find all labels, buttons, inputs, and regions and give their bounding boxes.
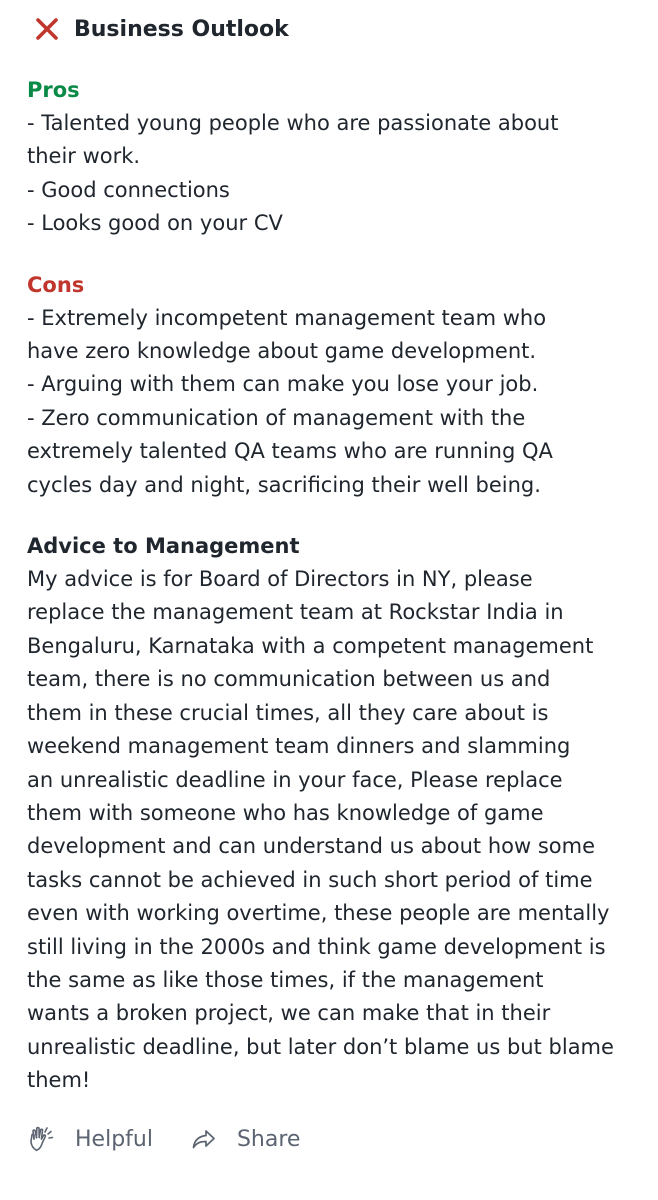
pros-line: - Good connections <box>27 177 230 202</box>
advice-line: Bengaluru, Karnataka with a competent management <box>27 633 594 658</box>
cons-line: extremely talented QA teams who are running QA <box>27 439 553 464</box>
advice-line: team, there is no communication between us and <box>27 667 551 692</box>
advice-heading: Advice to Management <box>27 534 300 559</box>
clapping-hands-icon <box>27 1124 57 1154</box>
business-outlook-header <box>27 0 630 58</box>
cons-line: - Arguing with them can make you lose your job. <box>27 372 539 397</box>
cons-heading: Cons <box>27 272 85 297</box>
pros-line: - Looks good on your CV <box>27 211 283 236</box>
pros-section <box>27 74 630 241</box>
advice-line: tasks cannot be achieved in such short period of time <box>27 867 593 892</box>
cons-line: - Extremely incompetent management team who <box>27 305 547 330</box>
advice-line: development and can understand us about how some <box>27 834 596 859</box>
helpful-button[interactable] <box>27 1124 153 1154</box>
cons-line: have zero knowledge about game development. <box>27 339 537 364</box>
share-label: Share <box>236 1126 301 1152</box>
business-outlook-title: Business Outlook <box>74 16 289 42</box>
advice-line: them in these crucial times, all they care about is <box>27 700 549 725</box>
advice-section <box>27 530 630 1098</box>
cons-line: - Zero communication of management with the <box>27 405 526 430</box>
advice-line: wants a broken project, we can make that in their <box>27 1001 551 1026</box>
advice-line: even with working overtime, these people are mentally <box>27 901 610 926</box>
advice-line: My advice is for Board of Directors in NY, please <box>27 567 533 592</box>
advice-line: an unrealistic deadline in your face, Please replace <box>27 767 563 792</box>
share-button[interactable] <box>189 1124 301 1154</box>
pros-line: their work. <box>27 144 141 169</box>
advice-line: replace the management team at Rockstar India in <box>27 600 564 625</box>
pros-line: - Talented young people who are passionate about <box>27 111 559 135</box>
advice-line: them! <box>27 1068 91 1093</box>
advice-line: the same as like those times, if the management <box>27 967 544 992</box>
review-actions <box>27 1124 336 1154</box>
pros-heading: Pros <box>27 78 80 102</box>
share-arrow-icon <box>189 1124 219 1154</box>
close-x-icon <box>34 16 60 42</box>
advice-line: unrealistic deadline, but later don’t blame us but blame <box>27 1034 614 1059</box>
advice-line: still living in the 2000s and think game development is <box>27 934 606 959</box>
helpful-label: Helpful <box>75 1126 153 1152</box>
cons-line: cycles day and night, sacrificing their well being. <box>27 472 541 497</box>
advice-line: them with someone who has knowledge of game <box>27 800 544 825</box>
advice-line: weekend management team dinners and slamming <box>27 734 571 759</box>
cons-section <box>27 269 630 502</box>
